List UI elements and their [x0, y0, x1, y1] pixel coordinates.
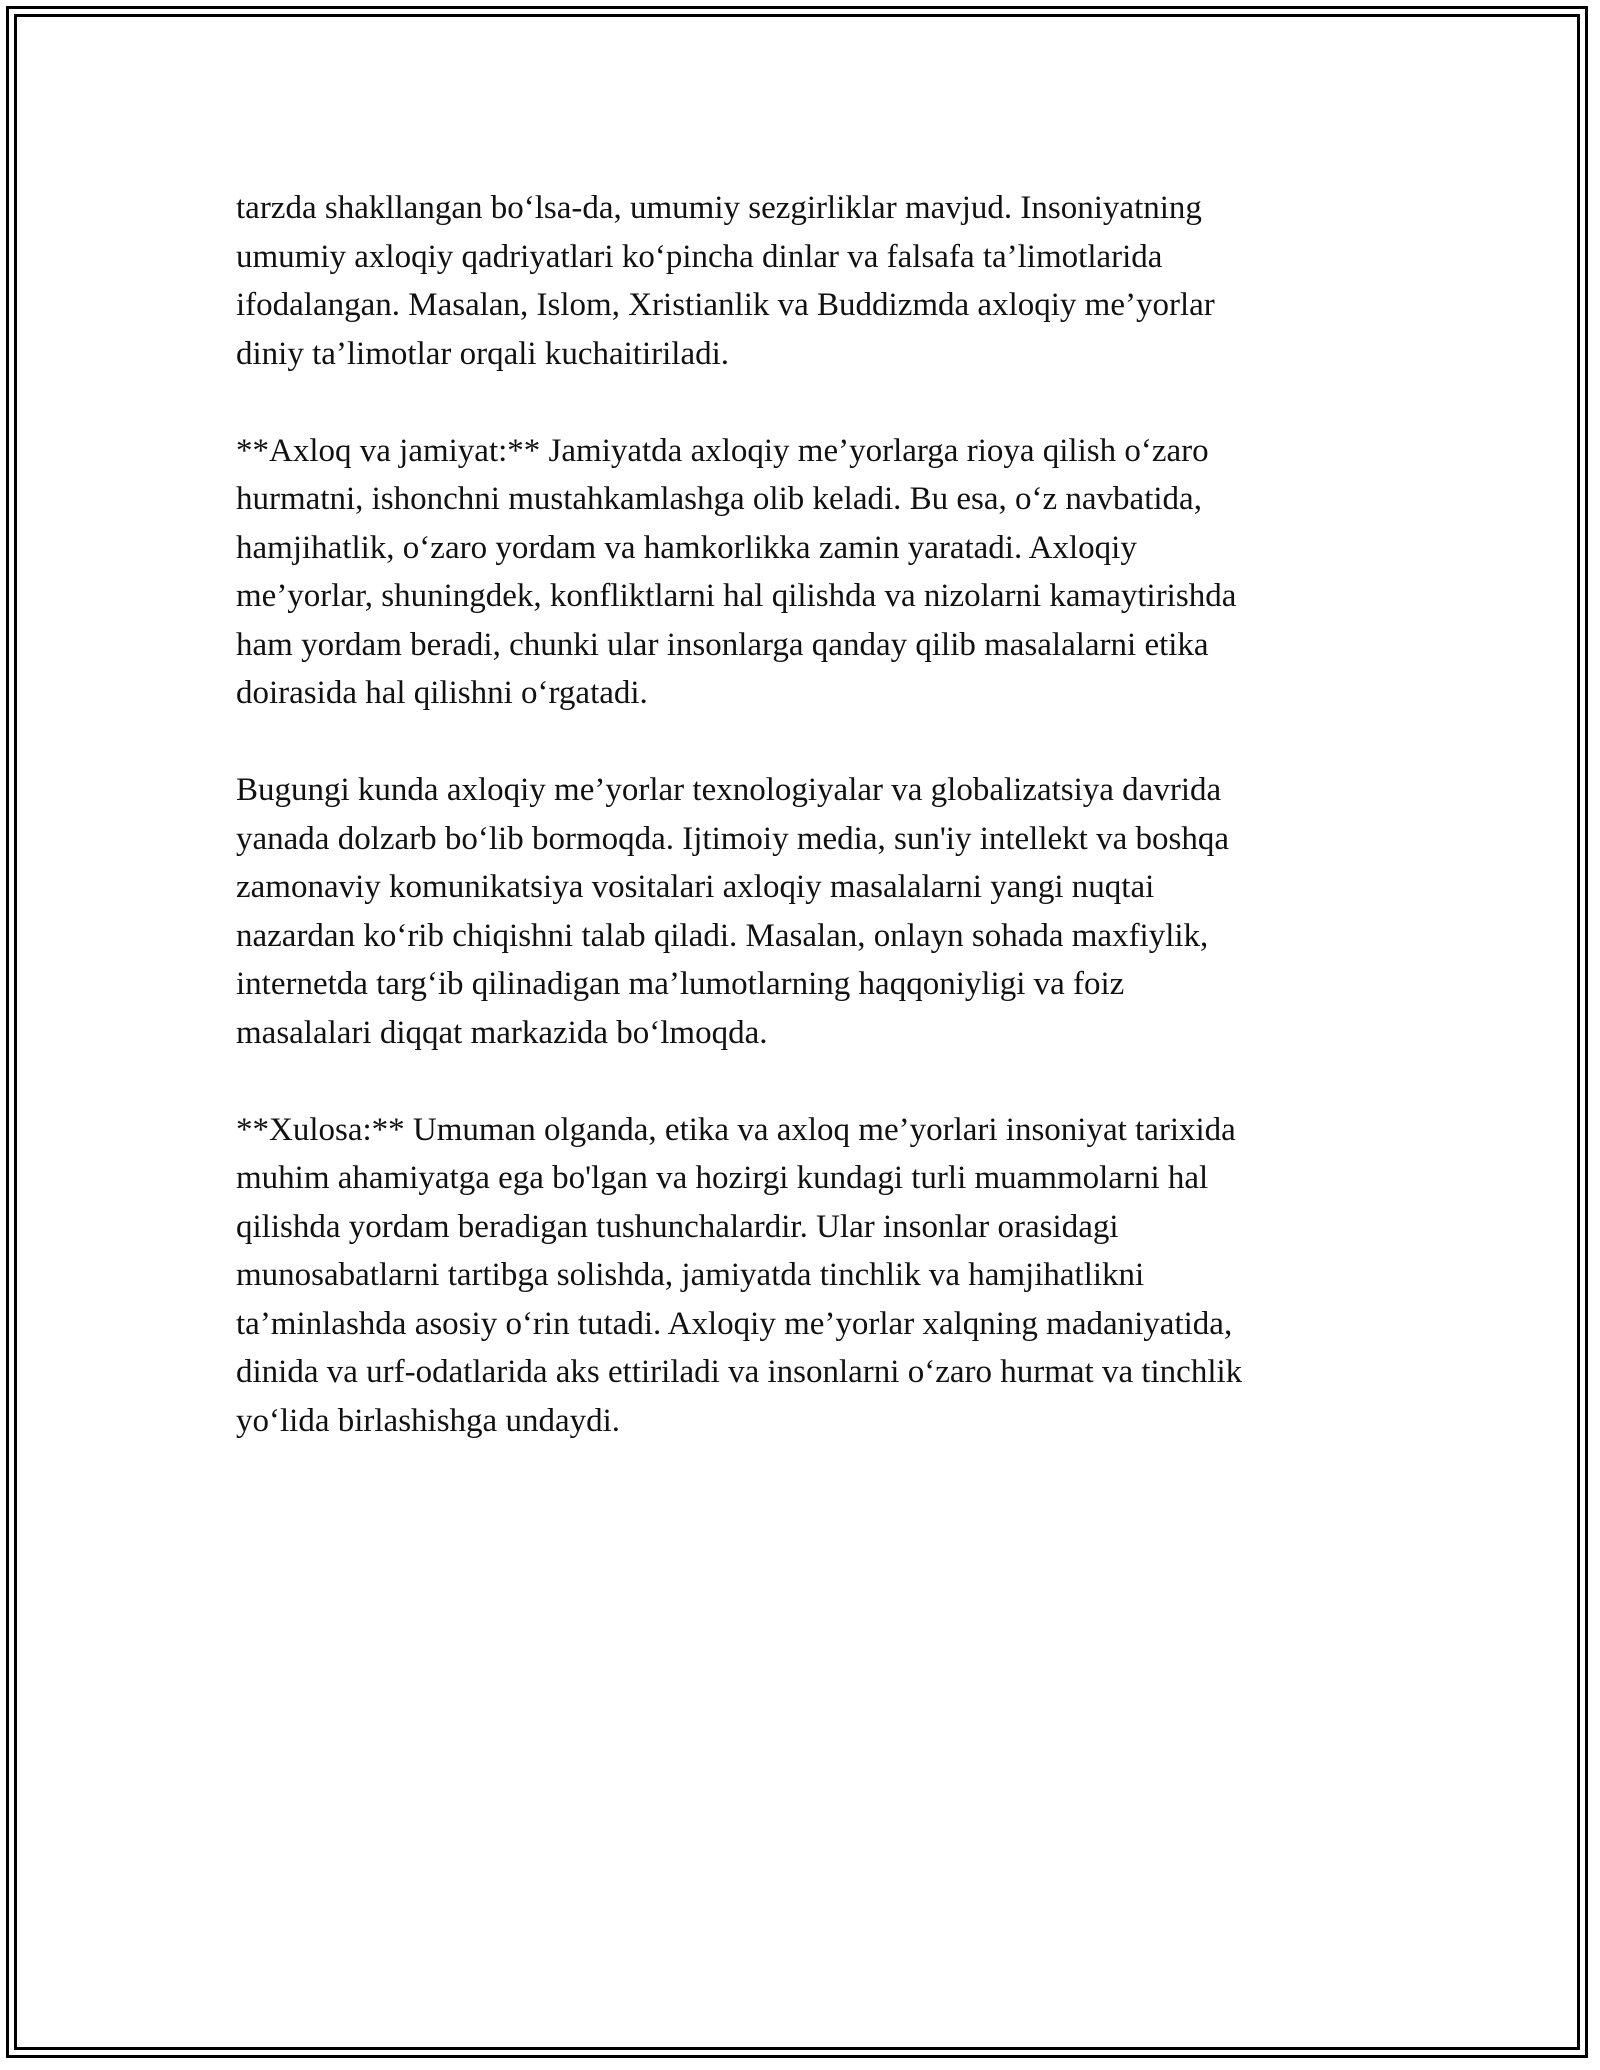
text-line: nazardan ko‘rib chiqishni talab qiladi. Masalan, onlayn sohada maxfiylik, — [236, 917, 1209, 954]
text-line: muhim ahamiyatga ega bo'lgan va hozirgi kundagi turli muammolarni hal — [236, 1160, 1209, 1196]
text-line: me’yorlar, shuningdek, konfliktlarni hal qilishda va nizolarni kamaytirishda — [236, 578, 1237, 614]
paragraph-axloq-va-jamiyat — [236, 427, 1396, 718]
text-line: masalalari diqqat markazida bo‘lmoqda. — [236, 1014, 768, 1051]
text-line: qilishda yordam beradigan tushunchalardir. Ular insonlar orasidagi — [236, 1208, 1119, 1245]
document-body — [236, 184, 1396, 1445]
text-line: ta’minlashda asosiy o‘rin tutadi. Axloqiy me’yorlar xalqning madaniyatida, — [236, 1305, 1233, 1342]
text-line: diniy ta’limotlar orqali kuchaitiriladi. — [236, 335, 730, 372]
text-line: ifodalangan. Masalan, Islom, Xristianlik va Buddizmda axloqiy me’yorlar — [236, 287, 1215, 323]
text-line: yo‘lida birlashishga undaydi. — [236, 1402, 621, 1439]
text-line: munosabatlarni tartibga solishda, jamiyatda tinchlik va hamjihatlikni — [236, 1257, 1145, 1293]
text-line: yanada dolzarb bo‘lib bormoqda. Ijtimoiy media, sun'iy intellekt va boshqa — [236, 820, 1229, 857]
text-line: ham yordam beradi, chunki ular insonlarga qanday qilib masalalarni etika — [236, 626, 1209, 663]
text-line: **Xulosa:** Umuman olganda, etika va axloq me’yorlari insoniyat tarixida — [236, 1111, 1236, 1148]
text-line: hurmatni, ishonchni mustahkamlashga olib keladi. Bu esa, o‘z navbatida, — [236, 481, 1202, 517]
paragraph-xulosa — [236, 1106, 1396, 1446]
paragraph-1 — [236, 184, 1396, 378]
text-line: hamjihatlik, o‘zaro yordam va hamkorlikka zamin yaratadi. Axloqiy — [236, 529, 1137, 566]
text-line: doirasida hal qilishni o‘rgatadi. — [236, 675, 648, 711]
paragraph-bugungi-kunda — [236, 766, 1396, 1057]
text-line: internetda targ‘ib qilinadigan ma’lumotlarning haqqoniyligi va foiz — [236, 966, 1125, 1002]
text-line: Bugungi kunda axloqiy me’yorlar texnologiyalar va globalizatsiya davrida — [236, 772, 1222, 808]
text-line: tarzda shakllangan bo‘lsa-da, umumiy sezgirliklar mavjud. Insoniyatning — [236, 190, 1202, 226]
text-line: zamonaviy komunikatsiya vositalari axloqiy masalalarni yangi nuqtai — [236, 869, 1155, 905]
text-line: umumiy axloqiy qadriyatlari ko‘pincha dinlar va falsafa ta’limotlarida — [236, 238, 1163, 275]
text-line: **Axloq va jamiyat:** Jamiyatda axloqiy me’yorlarga rioya qilish o‘zaro — [236, 432, 1209, 469]
text-line: dinida va urf-odatlarida aks ettiriladi va insonlarni o‘zaro hurmat va tinchlik — [236, 1354, 1243, 1390]
